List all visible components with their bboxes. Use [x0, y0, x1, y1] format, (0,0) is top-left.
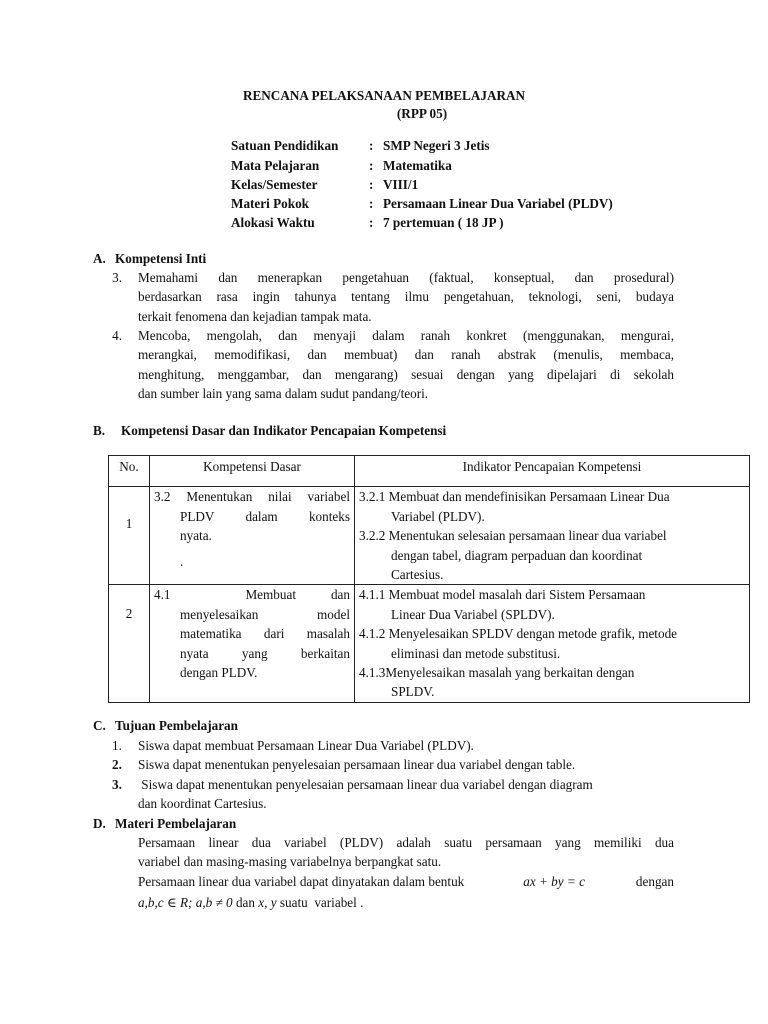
info-value: 7 pertemuan ( 18 JP ): [383, 215, 504, 230]
text-fragment: suatu variabel .: [276, 895, 364, 911]
info-value: Persamaan Linear Dua Variabel (PLDV): [383, 196, 613, 211]
row-indicators: [355, 585, 750, 702]
list-text: Siswa dapat menentukan penyelesaian persamaan linear dua variabel dengan diagram: [138, 776, 593, 792]
info-colon: :: [369, 158, 374, 173]
text-line: Mencoba, mengolah, dan menyaji dalam ranah konkret (menggunakan, mengurai,: [138, 328, 674, 343]
table-header-row: [109, 456, 750, 487]
kd-line: matematika dari masalah: [180, 626, 350, 642]
header-indikator: Indikator Pencapaian Kompetensi: [355, 456, 750, 487]
section-letter: B.: [93, 423, 106, 438]
table-row: [109, 585, 750, 702]
info-row-materi: [231, 194, 613, 213]
info-colon: :: [369, 215, 374, 230]
row-kd: [150, 585, 355, 702]
text-line: merangkai, memodifikasi, dan membuat) dan ranah abstrak (menulis, membaca,: [138, 347, 674, 363]
row-number: 1: [109, 487, 150, 585]
info-colon: :: [369, 138, 374, 153]
text-line: berdasarkan rasa ingin tahunya tentang ilmu pengetahuan, teknologi, seni, budaya: [138, 289, 674, 305]
section-d-heading: [93, 814, 236, 833]
formula-constraint: a,b,c ∈ R; a,b ≠ 0: [138, 895, 233, 911]
tujuan-list: [112, 736, 712, 814]
section-b-heading: [93, 421, 446, 440]
indicator-line: Variabel (PLDV).: [391, 508, 485, 524]
info-row-kelas: [231, 175, 418, 194]
kd-line: 3.2 Menentukan nilai variabel: [154, 489, 350, 505]
indicator-line: Linear Dua Variabel (SPLDV).: [391, 606, 555, 622]
text-line: terkait fenomena dan kejadian tampak mata.: [138, 308, 372, 324]
list-number: 4.: [112, 328, 122, 343]
text-line: Memahami dan menerapkan pengetahuan (faktual, konseptual, dan prosedural): [138, 270, 674, 285]
formula-linear: ax + by = c: [523, 873, 585, 889]
list-item-continuation: [112, 794, 712, 813]
indicator-line: 3.2.1 Membuat dan mendefinisikan Persamaan Linear Dua: [359, 489, 670, 505]
row-kd: [150, 487, 355, 585]
indicator-line: SPLDV.: [391, 684, 435, 700]
list-item: [112, 775, 712, 794]
kd-line: dengan PLDV.: [180, 665, 258, 681]
info-row-alokasi: [231, 213, 504, 232]
list-number: 2.: [112, 757, 122, 773]
info-key: Satuan Pendidikan: [231, 138, 339, 153]
list-text: dan koordinat Cartesius.: [138, 796, 267, 812]
document-subtitle: (RPP 05): [396, 106, 448, 121]
kd-line: PLDV dalam konteks: [180, 508, 350, 524]
kd-dot: .: [180, 553, 184, 569]
info-value: SMP Negeri 3 Jetis: [383, 138, 490, 153]
indicator-line: eliminasi dan metode substitusi.: [391, 645, 561, 661]
text-line: menghitung, menggambar, dan mengarang) sesuai dengan yang dipelajari di sekolah: [138, 366, 674, 382]
formula-variables: x, y: [258, 895, 277, 911]
indicator-line: 4.1.3Menyelesaikan masalah yang berkaitan dengan: [359, 665, 635, 681]
info-key: Kelas/Semester: [231, 177, 318, 192]
kd-word: dan: [330, 587, 350, 603]
text-fragment: Persamaan linear dua variabel dapat dinyatakan dalam bentuk: [138, 873, 465, 889]
kd-line: [154, 585, 350, 604]
section-title: Kompetensi Dasar dan Indikator Pencapaian Kompetensi: [121, 423, 447, 438]
list-item: [112, 755, 712, 774]
section-title: Materi Pembelajaran: [115, 816, 237, 831]
section-c-heading: [93, 716, 238, 735]
kd-line: nyata yang berkaitan: [180, 645, 350, 661]
section-title: Kompetensi Inti: [115, 251, 207, 266]
info-row-mapel: [231, 156, 452, 175]
ki-4-text: [138, 326, 674, 404]
competency-table: [108, 455, 750, 703]
kd-word: Membuat: [245, 587, 296, 603]
row-indicators: [355, 487, 750, 585]
indicator-line: 4.1.2 Menyelesaikan SPLDV dengan metode grafik, metode: [359, 626, 678, 642]
ki-3-text: [138, 268, 674, 326]
section-letter: D.: [93, 816, 106, 831]
list-number: 3.: [112, 776, 122, 792]
indicator-line: dengan tabel, diagram perpaduan dan koordinat: [391, 547, 643, 563]
info-value: VIII/1: [383, 177, 419, 192]
section-title: Tujuan Pembelajaran: [115, 718, 238, 733]
info-key: Mata Pelajaran: [231, 158, 320, 173]
info-colon: :: [369, 177, 374, 192]
header-no: No.: [109, 456, 150, 487]
list-text: Siswa dapat menentukan penyelesaian persamaan linear dua variabel dengan table.: [138, 757, 576, 773]
header-kompetensi-dasar: Kompetensi Dasar: [150, 456, 355, 487]
text-fragment: dengan: [635, 873, 674, 889]
info-row-satuan: [231, 136, 490, 155]
info-key: Materi Pokok: [231, 196, 310, 211]
list-item: [112, 736, 712, 755]
list-text: Siswa dapat membuat Persamaan Linear Dua Variabel (PLDV).: [138, 738, 474, 753]
info-key: Alokasi Waktu: [231, 215, 315, 230]
text-line: variabel dan masing-masing variabelnya berpangkat satu.: [138, 854, 442, 870]
text-line: [138, 891, 674, 912]
section-a-heading: [93, 249, 206, 268]
indicator-line: 4.1.1 Membuat model masalah dari Sistem Persamaan: [359, 587, 646, 603]
info-colon: :: [369, 196, 374, 211]
list-number: 1.: [112, 738, 122, 753]
text-line: dan sumber lain yang sama dalam sudut pandang/teori.: [138, 386, 429, 402]
list-number: 3.: [112, 270, 122, 285]
text-line: [138, 872, 674, 891]
kd-line: menyelesaikan model: [180, 606, 350, 622]
row-number: 2: [109, 585, 150, 702]
document-title: RENCANA PELAKSANAAN PEMBELAJARAN: [242, 88, 526, 103]
indicator-line: Cartesius.: [391, 567, 444, 583]
section-letter: A.: [93, 251, 106, 266]
text-line: Persamaan linear dua variabel (PLDV) adalah suatu persamaan yang memiliki dua: [138, 835, 674, 850]
section-letter: C.: [93, 718, 106, 733]
kd-line: nyata.: [180, 528, 212, 544]
info-value: Matematika: [383, 158, 452, 173]
text-fragment: dan: [232, 895, 259, 911]
materi-paragraph: [138, 833, 674, 913]
table-row: [109, 487, 750, 585]
kd-word: 4.1: [154, 587, 171, 603]
indicator-line: 3.2.2 Menentukan selesaian persamaan linear dua variabel: [359, 528, 667, 544]
